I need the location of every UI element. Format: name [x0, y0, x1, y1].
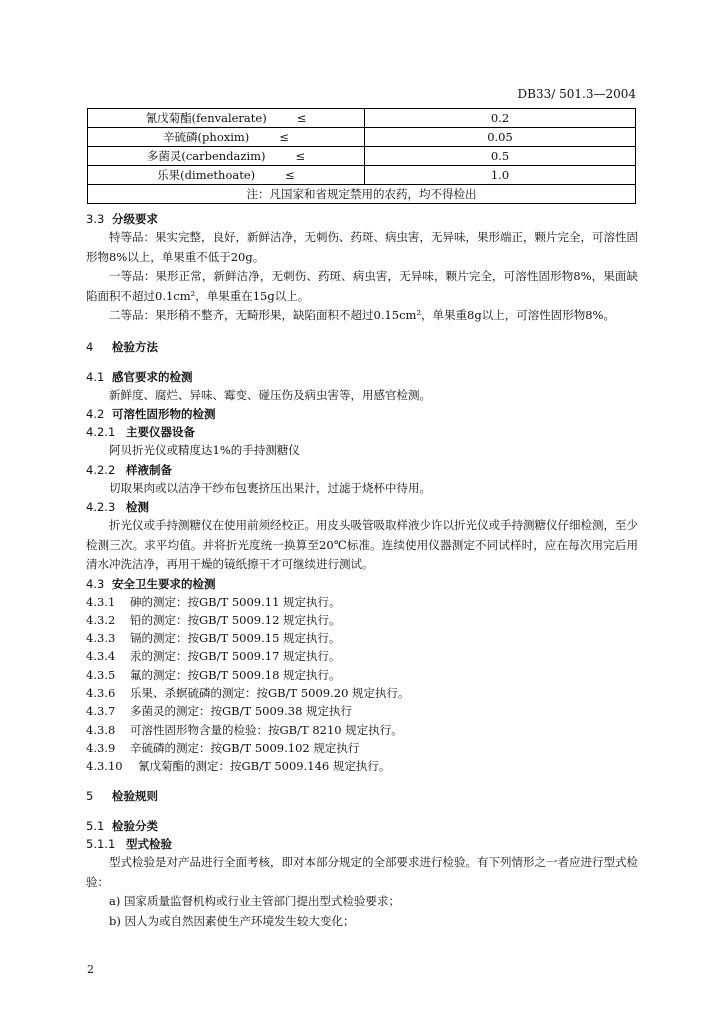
- list-item: b) 因人为或自然因素使生产环境发生较大变化；: [109, 913, 355, 928]
- limit-value: 0.5: [365, 147, 636, 166]
- table-row: [88, 147, 636, 166]
- paragraph: 新鲜度、腐烂、异味、霉变、碰压伤及病虫害等，用感官检测。: [109, 387, 431, 402]
- pesticide-name: 辛硫磷(phoxim): [163, 130, 250, 144]
- subsection-heading: 5.1.1 型式检验: [86, 837, 172, 852]
- operator: ≤: [296, 111, 307, 125]
- table-row: [88, 128, 636, 147]
- subsection-heading: 4.2.2 样液制备: [86, 462, 172, 477]
- operator: ≤: [285, 168, 295, 182]
- list-item: 4.3.4 汞的测定：按GB/T 5009.17 规定执行。: [86, 649, 341, 664]
- paragraph: 一等品：果形正常，新鲜洁净，无刺伤、药斑、病虫害，无异味，颗片完全，可溶性固形物8%，果面缺陷面积不超过0.1cm²，单果重在15g以上。: [86, 269, 638, 303]
- section-heading: 4.3 安全卫生要求的检测: [86, 576, 216, 591]
- list-item: 4.3.1 砷的测定：按GB/T 5009.11 规定执行。: [86, 594, 341, 609]
- pesticide-name: 乐果(dimethoate): [157, 168, 256, 182]
- list-item: 4.3.7 多菌灵的测定：按GB/T 5009.38 规定执行: [86, 704, 353, 719]
- list-item: 4.3.10 氰戊菊酯的测定：按GB/T 5009.146 规定执行。: [86, 759, 391, 774]
- section-heading: 3.3 分级要求: [86, 212, 158, 226]
- operator: ≤: [295, 149, 306, 163]
- paragraph: 折光仪或手持测糖仪在使用前须经校正。用皮头吸管吸取样液少许以折光仪或手持测糖仪仔细检测，至少检测三次。求平均值。并将折光度统一换算至20℃标准。连续使用仪器测定不同试样时，应在每次用完后用清水冲洗洁净，再用干燥的镜纸擦干才可继续进行测试。: [86, 518, 638, 571]
- list-item: a) 国家质量监督机构或行业主管部门提出型式检验要求；: [109, 894, 400, 909]
- table-note: 注：凡国家和省规定禁用的农药，均不得检出: [88, 185, 636, 204]
- paragraph: 特等品：果实完整，良好，新鲜洁净，无刺伤、药斑、病虫害，无异味，果形端正，颗片完全，可溶性固形物8%以上，单果重不低于20g。: [86, 230, 638, 264]
- paragraph: 阿贝折光仪或精度达1%的手持测糖仪: [109, 443, 300, 457]
- document-body: [86, 210, 638, 931]
- list-item: 4.3.3 镉的测定：按GB/T 5009.15 规定执行。: [86, 631, 341, 646]
- pesticide-limit-table: [87, 108, 636, 204]
- document-id: DB33/ 501.3—2004: [517, 87, 636, 101]
- page-number: 2: [87, 963, 94, 976]
- chapter-heading: 5 检验规则: [86, 789, 158, 804]
- section-heading: 5.1 检验分类: [86, 819, 158, 834]
- operator: ≤: [279, 130, 289, 144]
- table-row: [88, 109, 636, 128]
- chapter-heading: 4 检验方法: [86, 339, 158, 354]
- list-item: 4.3.2 铅的测定：按GB/T 5009.12 规定执行。: [86, 612, 341, 627]
- subsection-heading: 4.2.1 主要仪器设备: [86, 425, 195, 439]
- paragraph: 切取果肉或以洁净干纱布包裹挤压出果汁，过滤于烧杯中待用。: [109, 480, 431, 495]
- pesticide-name: 氰戊菊酯(fenvalerate): [145, 111, 267, 125]
- list-item: 4.3.6 乐果、杀螟硫磷的测定：按GB/T 5009.20 规定执行。: [86, 685, 410, 700]
- section-heading: 4.1 感官要求的检测: [86, 369, 193, 384]
- list-item: 4.3.9 辛硫磷的测定：按GB/T 5009.102 规定执行: [86, 740, 360, 755]
- limit-value: 1.0: [365, 166, 636, 185]
- pesticide-name: 多菌灵(carbendazim): [146, 149, 266, 163]
- section-heading: 4.2 可溶性固形物的检测: [86, 407, 216, 421]
- limit-value: 0.05: [365, 128, 636, 147]
- paragraph: 型式检验是对产品进行全面考核，即对本部分规定的全部要求进行检验。有下列情形之一者应进行型式检验：: [86, 855, 638, 889]
- limit-value: 0.2: [365, 109, 636, 128]
- table-note-row: [88, 185, 636, 204]
- list-item: 4.3.8 可溶性固形物含量的检验：按GB/T 8210 规定执行。: [86, 722, 403, 737]
- table-row: [88, 166, 636, 185]
- subsection-heading: 4.2.3 检测: [86, 500, 149, 514]
- paragraph: 二等品：果形稍不整齐，无畸形果，缺陷面积不超过0.15cm²，单果重8g以上，可溶性固形物8%。: [109, 308, 615, 322]
- list-item: 4.3.5 氟的测定：按GB/T 5009.18 规定执行。: [86, 667, 341, 682]
